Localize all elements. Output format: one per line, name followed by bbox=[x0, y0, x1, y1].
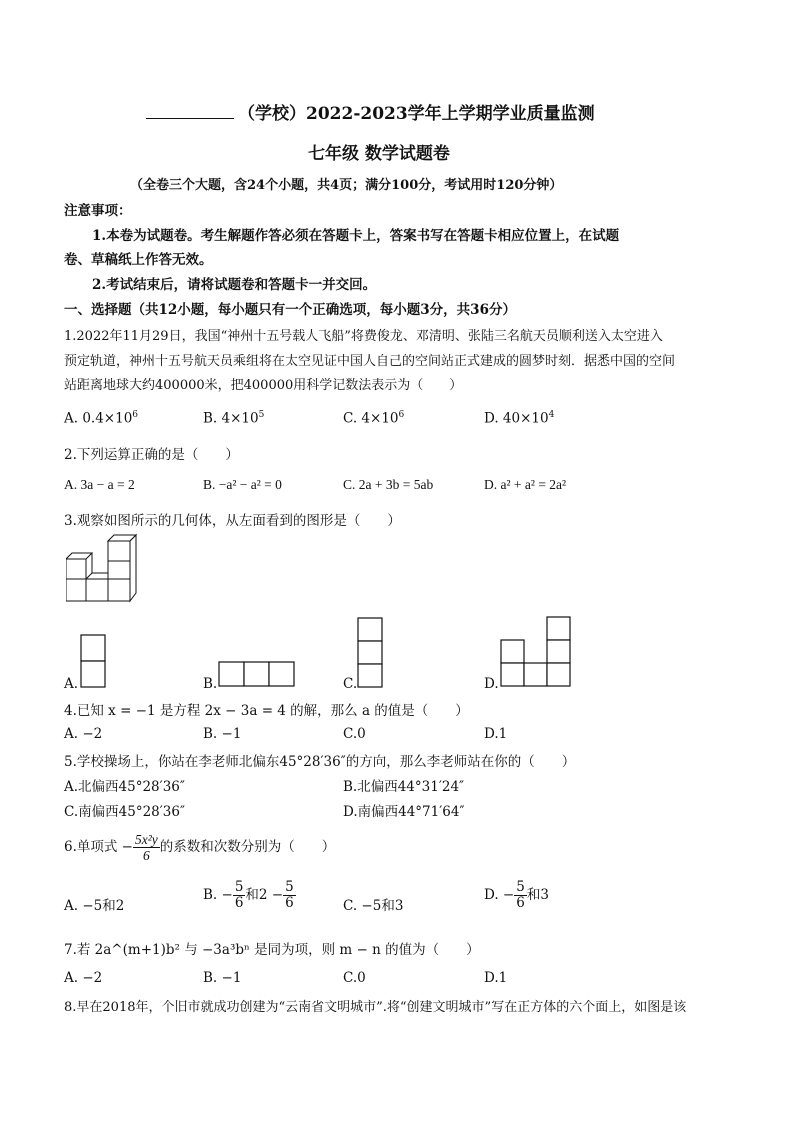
q6-option-a: A. −5和2 bbox=[64, 898, 125, 914]
q3-option-d-label: D. bbox=[484, 676, 499, 692]
q6-stem: 6.单项式 − $\frac{\text{5x²y}}{6}$ 的系数和次数分别为（ ） bbox=[64, 832, 336, 863]
q3-stem: 3.观察如图所示的几何体，从左面看到的图形是（ ） bbox=[64, 513, 401, 529]
q1-option-b: B. $4\times 10^5$ bbox=[203, 410, 265, 427]
q8-stem: 8.早在2018年，个旧市就成功创建为“云南省文明城市”.将“创建文明城市”写在正方体的六个面上，如图是该 bbox=[64, 1000, 687, 1015]
q4-option-c: C.0 bbox=[343, 726, 366, 742]
notes-heading: 注意事项： bbox=[64, 203, 132, 219]
q4-stem: 4.已知 x = −1 是方程 2x − 3a = 4 的解，那么 a 的值是（ ） bbox=[64, 703, 469, 719]
q2-option-c: C. 2a + 3b = 5ab bbox=[343, 477, 434, 492]
q1-option-d: D. $40\times 10^4$ bbox=[484, 410, 555, 427]
exam-title: （学校）2022-2023学年上学期学业质量监测 bbox=[146, 99, 595, 124]
q1-option-a: A. $0.4\times 10^6$ bbox=[64, 410, 139, 427]
q7-option-a: A. −2 bbox=[64, 970, 103, 986]
exam-subtitle: 七年级 数学试题卷 bbox=[308, 144, 450, 164]
q2-option-b: B. −a² − a² = 0 bbox=[203, 477, 282, 492]
q3-option-d-figure bbox=[500, 616, 572, 688]
q5-option-a: A.北偏西45°28′36″ bbox=[64, 779, 185, 795]
school-blank bbox=[146, 104, 234, 119]
q2-option-a: A. 3a − a = 2 bbox=[64, 477, 135, 492]
exam-info: （全卷三个大题，含24个小题，共4页；满分100分，考试用时120分钟） bbox=[130, 178, 563, 193]
q3-option-c-figure bbox=[357, 617, 383, 689]
section-1-heading: 一、选择题（共12小题，每小题只有一个正确选项，每小题3分，共36分） bbox=[64, 302, 516, 318]
q5-stem: 5.学校操场上，你站在李老师北偏东45°28′36″的方向，那么李老师站在你的（ ） bbox=[64, 754, 576, 770]
q6-option-c: C. −5和3 bbox=[343, 898, 404, 914]
q6-option-d: D. − $\frac{5}{6}$ 和3 bbox=[484, 879, 549, 911]
q2-option-d: D. a² + a² = 2a² bbox=[484, 477, 567, 492]
q3-option-b-label: B. bbox=[203, 676, 218, 692]
q1-option-c: C. $4\times 10^6$ bbox=[343, 410, 405, 427]
q3-solid-figure bbox=[66, 533, 146, 605]
q3-option-b-figure bbox=[218, 661, 296, 687]
q4-option-d: D.1 bbox=[484, 726, 508, 742]
q2-stem: 2.下列运算正确的是（ ） bbox=[64, 447, 239, 463]
q7-option-b: B. −1 bbox=[203, 970, 242, 986]
q7-option-c: C.0 bbox=[343, 970, 366, 986]
q1-line3: 站距离地球大约400000米，把400000用科学记数法表示为（ ） bbox=[64, 378, 463, 393]
q4-option-b: B. −1 bbox=[203, 726, 242, 742]
q5-option-d: D.南偏西44°71′64″ bbox=[343, 804, 465, 820]
q5-option-c: C.南偏西45°28′36″ bbox=[64, 804, 186, 820]
note-2: 2.考试结束后，请将试题卷和答题卡一并交回。 bbox=[92, 277, 377, 293]
q7-stem: 7.若 2a^(m+1)b² 与 −3a³bⁿ 是同为项，则 m − n 的值为（ ） bbox=[64, 942, 480, 958]
q5-option-b: B.北偏西44°31′24″ bbox=[343, 779, 465, 795]
q6-option-b: B. − $\frac{5}{6}$ 和2 − $\frac{5}{6}$ bbox=[203, 879, 294, 911]
note-1a: 1.本卷为试题卷。考生解题作答必须在答题卡上，答案书写在答题卡相应位置上，在试题 bbox=[92, 228, 620, 244]
q7-option-d: D.1 bbox=[484, 970, 508, 986]
q6-fraction: $\frac{\text{5x²y}}{6}$ bbox=[134, 832, 158, 863]
q3-option-a-label: A. bbox=[64, 676, 79, 692]
q1-line2: 预定轨道，神州十五号航天员乘组将在太空见证中国人自己的空间站正式建成的圆梦时刻．据悉中国的空间 bbox=[64, 354, 676, 369]
q3-option-c-label: C. bbox=[343, 676, 358, 692]
q1-line1: 1.2022年11月29日，我国“神州十五号载人飞船”将费俊龙、邓清明、张陆三名航天员顺利送入太空进入 bbox=[64, 329, 663, 344]
q3-option-a-figure bbox=[80, 634, 106, 688]
q4-option-a: A. −2 bbox=[64, 726, 103, 742]
note-1b: 卷、草稿纸上作答无效。 bbox=[64, 252, 213, 268]
